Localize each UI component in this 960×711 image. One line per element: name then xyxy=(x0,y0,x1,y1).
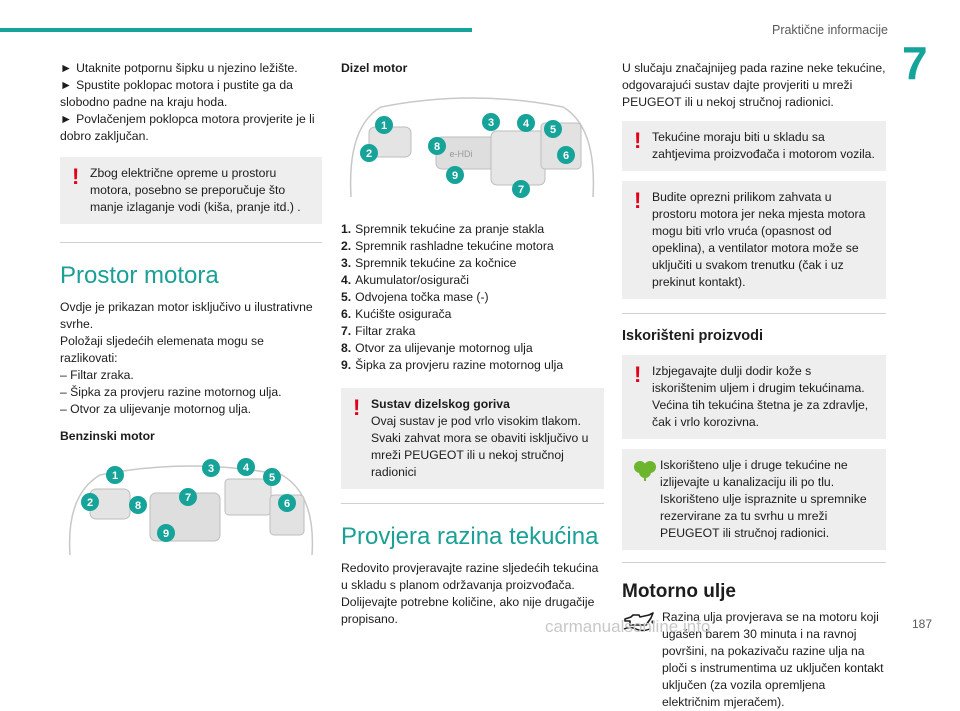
callout-number: 6 xyxy=(562,150,570,162)
warning-water: ! Zbog električne opreme u prostoru motora, posebno se preporučuje što manje izlaganje vodi (kiša, pranje itd.) . xyxy=(60,157,322,224)
warning-icon: ! xyxy=(634,188,642,213)
intro-text: Ovdje je prikazan motor isključivo u ilustrativne svrhe. xyxy=(60,300,313,331)
list-item: 5. Odvojena točka mase (-) xyxy=(341,290,489,304)
header-title: Praktične informacije xyxy=(771,23,888,37)
svg-text:e-HDi: e-HDi xyxy=(449,149,473,159)
callout-number: 8 xyxy=(433,141,441,153)
variant-item: – Šipka za provjeru razine motornog ulja. xyxy=(60,385,282,399)
callout-number: 5 xyxy=(268,472,276,484)
diesel-engine-illustration xyxy=(341,87,603,205)
petrol-engine-illustration xyxy=(60,455,322,565)
column-1 xyxy=(60,60,322,575)
petrol-engine-label: Benzinski motor xyxy=(60,429,155,443)
callout-number: 1 xyxy=(380,120,388,132)
column-3 xyxy=(622,60,886,711)
list-item: 7. Filtar zraka xyxy=(341,324,416,338)
engine-drawing xyxy=(341,87,603,205)
callout-number: 2 xyxy=(86,497,94,509)
callout-number: 9 xyxy=(162,528,170,540)
watermark: carmanualsonline.info xyxy=(545,617,711,636)
divider xyxy=(622,562,886,563)
list-item: 6. Kućište osigurača xyxy=(341,307,452,321)
section-title-fluid-levels: Provjera razina tekućina xyxy=(341,523,599,550)
callout-number: 8 xyxy=(134,500,142,512)
warning-icon: ! xyxy=(72,164,80,189)
column-2 xyxy=(341,60,604,628)
intro-text: U slučaju značajnijeg pada razine neke tekućine, odgovarajući sustav dajte provjeriti u mreži PEUGEOT ili u nekoj stručnoj radionici. xyxy=(622,61,886,109)
step-3: ► Povlačenjem poklopca motora provjerite je li dobro zaključan. xyxy=(60,112,315,143)
engine-drawing xyxy=(60,455,322,565)
list-item: 1. Spremnik tekućine za pranje stakla xyxy=(341,222,545,236)
divider xyxy=(60,242,322,243)
callout-number: 2 xyxy=(365,148,373,160)
step-marker: ► xyxy=(60,78,73,92)
section-title-engine-oil: Motorno ulje xyxy=(622,581,736,602)
diesel-engine-label: Dizel motor xyxy=(341,61,408,75)
warning-icon: ! xyxy=(634,362,642,387)
list-item: 2. Spremnik rashladne tekućine motora xyxy=(341,239,554,253)
list-item: 4. Akumulator/osigurači xyxy=(341,273,469,287)
callout-number: 6 xyxy=(283,498,291,510)
step-1: ► Utaknite potpornu šipku u njezino ležište. xyxy=(60,61,298,75)
callout-number: 4 xyxy=(242,462,250,474)
callout-number: 5 xyxy=(549,124,557,136)
warning-diesel-system: ! Sustav dizelskog goriva Ovaj sustav je pod vrlo visokim tlakom. Svaki zahvat mora se obaviti isključivo u mreži PEUGEOT ili u nekoj stručnoj radionici xyxy=(341,388,604,489)
variant-item: – Filtar zraka. xyxy=(60,368,134,382)
step-marker: ► xyxy=(60,61,73,75)
section-title-used-products: Iskorišteni proizvodi xyxy=(622,328,763,344)
eco-note: Iskorišteno ulje i druge tekućine ne izlijevajte u kanalizaciju ili po tlu. Iskorišteno ulje ispraznite u spremnike rezervirane za tu svrhu u mreži PEUGEOT ili stručnoj radionici. xyxy=(622,449,886,550)
warning-hot-engine: ! Budite oprezni prilikom zahvata u prostoru motora jer neka mjesta motora mogu biti vrlo vruća (opasnost od opeklina), a ventilator motora može se uključiti u svakom trenutku (čak i uz prekinut kontakt). xyxy=(622,181,886,299)
callout-number: 7 xyxy=(184,492,192,504)
callout-number: 4 xyxy=(522,118,530,130)
callout-number: 3 xyxy=(487,117,495,129)
page-number: 187 xyxy=(911,617,932,631)
warning-icon: ! xyxy=(634,128,642,153)
section-title-engine-bay: Prostor motora xyxy=(60,262,219,289)
divider xyxy=(622,313,886,314)
intro-text-2: Položaji sljedećih elemenata mogu se razlikovati: xyxy=(60,334,264,365)
warning-used-oil: ! Izbjegavajte dulji dodir kože s iskorištenim uljem i drugim tekućinama. Većina tih tekućina štetna je za zdravlje, čak i vrlo korozivna. xyxy=(622,355,886,439)
component-list xyxy=(341,221,604,374)
callout-number: 9 xyxy=(451,170,459,182)
list-item: 9. Šipka za provjeru razine motornog ulja xyxy=(341,358,564,372)
list-item: 8. Otvor za ulijevanje motornog ulja xyxy=(341,341,533,355)
list-item: 3. Spremnik tekućine za kočnice xyxy=(341,256,517,270)
callout-number: 7 xyxy=(517,184,525,196)
variant-item: – Otvor za ulijevanje motornog ulja. xyxy=(60,402,252,416)
chapter-number: 7 xyxy=(902,37,928,89)
eco-leaf-icon xyxy=(632,459,658,481)
warning-icon: ! xyxy=(353,395,361,420)
fluid-levels-text: Redovito provjeravajte razine sljedećih tekućina u skladu s planom održavanja proizvođača. Dolijevajte potrebne količine, ako nije drugačije propisano. xyxy=(341,561,599,626)
callout-number: 3 xyxy=(207,463,215,475)
warning-fluids-spec: ! Tekućine moraju biti u skladu sa zahtjevima proizvođača i motorom vozila. xyxy=(622,121,886,171)
header-accent-bar xyxy=(0,28,472,32)
step-marker: ► xyxy=(60,112,73,126)
step-2: ► Spustite poklopac motora i pustite ga da slobodno padne na kraju hoda. xyxy=(60,78,293,109)
callout-number: 1 xyxy=(111,470,119,482)
divider xyxy=(341,503,604,504)
oil-check-block: Razina ulja provjerava se na motoru koji ugašen barem 30 minuta i na ravnoj površini, na pokazivaču razine ulja na ploči s instrumentima uz uključen kontakt uključen (za vozila opremljena električnim mjeračem). xyxy=(622,609,886,711)
